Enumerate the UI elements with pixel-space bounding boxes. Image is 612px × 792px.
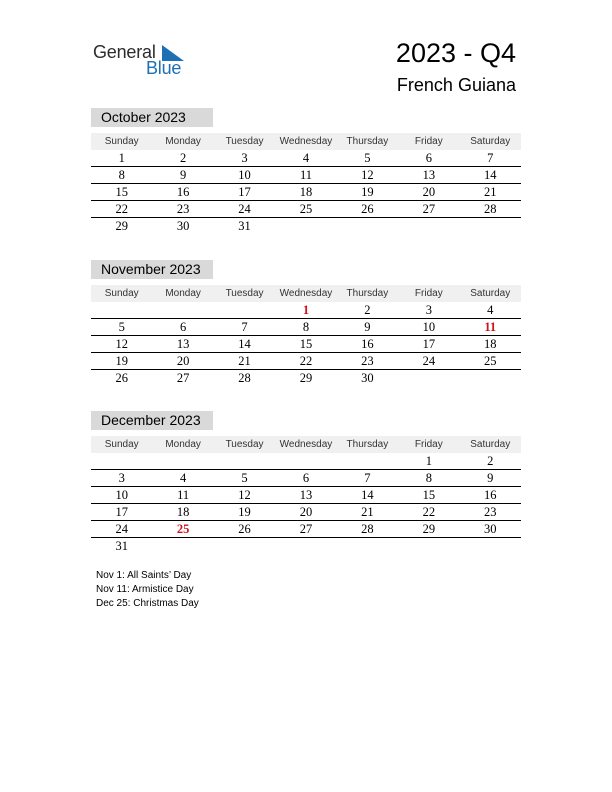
day-cell: 7 — [487, 151, 494, 165]
day-cell: 18 — [176, 505, 190, 519]
day-cell: 17 — [238, 185, 251, 199]
weekday-label: Friday — [414, 288, 443, 299]
day-cell: 20 — [176, 354, 190, 368]
day-cell: 6 — [425, 151, 432, 165]
day-cell: 31 — [115, 539, 128, 553]
day-cell: 4 — [487, 303, 494, 317]
weekday-label: Saturday — [470, 136, 511, 147]
week-row — [91, 319, 521, 336]
day-cell: 21 — [238, 354, 251, 368]
weekday-label: Thursday — [346, 136, 389, 147]
day-cell: 9 — [180, 168, 187, 182]
day-cell — [460, 370, 521, 386]
day-cell: 10 — [422, 320, 436, 334]
day-cell: 19 — [238, 505, 251, 519]
day-cell: 24 — [238, 202, 251, 216]
day-cell: 4 — [180, 471, 187, 485]
day-cell: 9 — [487, 471, 494, 485]
weekday-label: Friday — [414, 136, 443, 147]
day-cell — [460, 218, 521, 234]
day-cell — [275, 218, 336, 234]
day-cell: 27 — [422, 202, 436, 216]
weekday-label: Monday — [165, 288, 201, 299]
day-cell: 10 — [238, 168, 251, 182]
day-cell: 16 — [483, 488, 497, 502]
weekday-label: Thursday — [346, 439, 389, 450]
day-cell — [152, 538, 213, 554]
week-row — [91, 302, 521, 319]
day-cell: 14 — [361, 488, 374, 502]
day-cell: 25 — [176, 522, 190, 536]
day-cell: 8 — [425, 471, 432, 485]
weekday-label: Saturday — [470, 439, 511, 450]
week-row — [91, 353, 521, 370]
day-cell: 12 — [115, 337, 128, 351]
day-cell: 22 — [299, 354, 313, 368]
day-cell: 6 — [302, 471, 310, 485]
day-cell: 8 — [118, 168, 125, 182]
day-cell — [398, 218, 459, 234]
week-row — [91, 218, 521, 234]
day-cell: 18 — [299, 185, 313, 199]
page-title: 2023 - Q4 — [395, 38, 516, 68]
day-cell: 16 — [176, 185, 190, 199]
day-cell — [398, 538, 459, 554]
day-cell: 14 — [483, 168, 497, 182]
day-cell: 23 — [483, 505, 497, 519]
week-row — [91, 521, 521, 538]
week-row — [91, 470, 521, 487]
day-cell: 29 — [115, 219, 128, 233]
holiday-note: Dec 25: Christmas Day — [96, 598, 199, 609]
day-cell — [152, 302, 213, 318]
holiday-note: Nov 11: Armistice Day — [96, 584, 194, 595]
day-cell: 13 — [299, 488, 313, 502]
day-cell: 23 — [361, 354, 374, 368]
week-row — [91, 150, 521, 167]
day-cell — [214, 538, 275, 554]
day-cell: 18 — [483, 337, 497, 351]
weekday-label: Monday — [165, 136, 201, 147]
weekday-header-row — [91, 285, 521, 302]
day-cell: 15 — [422, 488, 436, 502]
day-cell: 4 — [302, 151, 310, 165]
weekday-label: Sunday — [104, 288, 139, 299]
day-cell: 28 — [238, 371, 251, 385]
week-row — [91, 453, 521, 470]
month-title: November 2023 — [91, 260, 213, 279]
day-cell: 31 — [238, 219, 251, 233]
day-cell: 21 — [483, 185, 497, 199]
week-row — [91, 336, 521, 353]
day-cell — [460, 538, 521, 554]
day-cell: 23 — [176, 202, 190, 216]
day-cell: 30 — [361, 371, 374, 385]
day-cell — [398, 370, 459, 386]
day-cell — [337, 218, 398, 234]
holiday-note: Nov 1: All Saints’ Day — [96, 570, 192, 581]
day-cell: 13 — [176, 337, 190, 351]
day-cell: 11 — [177, 488, 190, 502]
weekday-label: Tuesday — [225, 288, 264, 299]
day-cell: 25 — [299, 202, 313, 216]
week-row — [91, 201, 521, 218]
day-cell: 12 — [238, 488, 251, 502]
day-cell: 24 — [115, 522, 128, 536]
day-cell: 1 — [118, 151, 125, 165]
weekday-label: Wednesday — [279, 136, 333, 147]
day-cell: 5 — [118, 320, 125, 334]
page-subtitle: French Guiana — [396, 75, 516, 95]
day-cell: 29 — [422, 522, 436, 536]
day-cell: 1 — [302, 303, 310, 317]
weekday-header-row — [91, 436, 521, 453]
day-cell: 2 — [487, 454, 494, 468]
day-cell: 20 — [299, 505, 313, 519]
day-cell: 29 — [299, 371, 313, 385]
day-cell: 20 — [422, 185, 436, 199]
day-cell: 28 — [483, 202, 497, 216]
day-cell: 25 — [483, 354, 497, 368]
month-title: December 2023 — [91, 411, 213, 430]
day-cell: 9 — [364, 320, 371, 334]
day-cell: 3 — [425, 303, 432, 317]
day-cell: 16 — [361, 337, 374, 351]
day-cell: 7 — [241, 320, 248, 334]
day-cell — [91, 302, 152, 318]
weekday-label: Sunday — [104, 439, 139, 450]
day-cell: 3 — [241, 151, 248, 165]
day-cell: 2 — [364, 303, 371, 317]
day-cell: 22 — [115, 202, 128, 216]
day-cell: 11 — [299, 168, 312, 182]
week-row — [91, 504, 521, 521]
weekday-header-row — [91, 133, 521, 150]
week-row — [91, 370, 521, 386]
day-cell: 22 — [422, 505, 436, 519]
month-november — [91, 260, 521, 386]
day-cell: 14 — [238, 337, 251, 351]
month-december — [91, 411, 521, 554]
day-cell: 15 — [299, 337, 313, 351]
weekday-label: Wednesday — [279, 439, 333, 450]
weekday-label: Tuesday — [225, 136, 264, 147]
week-row — [91, 184, 521, 201]
week-row — [91, 167, 521, 184]
weekday-label: Saturday — [470, 288, 511, 299]
day-cell: 1 — [425, 454, 432, 468]
weekday-label: Thursday — [346, 288, 389, 299]
day-cell — [91, 453, 152, 469]
day-cell — [337, 538, 398, 554]
day-cell: 2 — [180, 151, 187, 165]
month-title: October 2023 — [91, 108, 213, 127]
holiday-notes — [96, 569, 199, 611]
week-row — [91, 538, 521, 554]
day-cell: 19 — [115, 354, 128, 368]
week-row — [91, 487, 521, 504]
day-cell: 26 — [115, 371, 128, 385]
day-cell: 12 — [361, 168, 374, 182]
day-cell: 8 — [302, 320, 310, 334]
day-cell: 26 — [238, 522, 251, 536]
day-cell: 7 — [364, 471, 371, 485]
day-cell: 15 — [115, 185, 128, 199]
day-cell: 26 — [361, 202, 374, 216]
day-cell: 6 — [180, 320, 187, 334]
logo-general-text: General — [93, 42, 156, 62]
day-cell: 10 — [115, 488, 128, 502]
day-cell — [275, 538, 336, 554]
day-cell: 30 — [483, 522, 497, 536]
day-cell — [214, 302, 275, 318]
day-cell — [337, 453, 398, 469]
day-cell: 11 — [484, 320, 497, 334]
day-cell: 28 — [361, 522, 374, 536]
day-cell: 21 — [361, 505, 374, 519]
logo — [93, 42, 193, 78]
day-cell: 3 — [118, 471, 125, 485]
day-cell: 19 — [361, 185, 374, 199]
day-cell: 17 — [115, 505, 128, 519]
day-cell — [152, 453, 213, 469]
day-cell: 17 — [422, 337, 436, 351]
day-cell — [275, 453, 336, 469]
weekday-label: Tuesday — [225, 439, 264, 450]
day-cell: 24 — [422, 354, 436, 368]
day-cell: 27 — [176, 371, 190, 385]
day-cell: 13 — [422, 168, 436, 182]
day-cell: 5 — [364, 151, 371, 165]
weekday-label: Friday — [414, 439, 443, 450]
logo-blue-text: Blue — [146, 58, 182, 78]
day-cell — [214, 453, 275, 469]
weekday-label: Wednesday — [279, 288, 333, 299]
month-october — [91, 108, 521, 234]
weekday-label: Sunday — [104, 136, 139, 147]
day-cell: 5 — [241, 471, 248, 485]
day-cell: 27 — [299, 522, 313, 536]
weekday-label: Monday — [165, 439, 201, 450]
day-cell: 30 — [176, 219, 190, 233]
